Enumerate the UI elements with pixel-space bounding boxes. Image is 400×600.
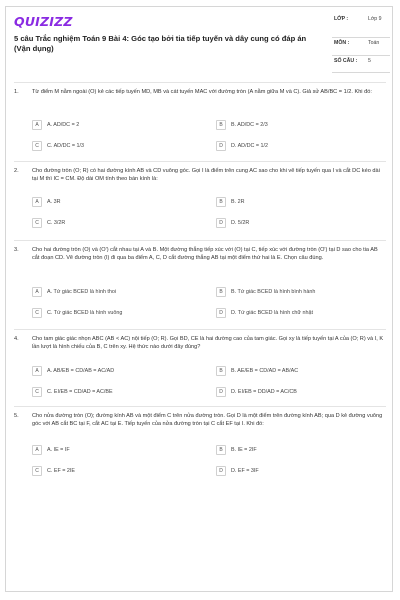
- answer-row: [32, 217, 384, 229]
- option-letter-box: A: [32, 445, 42, 455]
- question-text: Cho tam giác giác nhọn ABC (AB < AC) nội tiếp (O; R). Gọi BD, CE là hai đường cao của tam giác. Gọi xy là tiếp tuyến tại A của (O; R) và I, K lần lượt là hình chiếu của B, C trên xy. Hệ thức nào dưới đây đúng?: [32, 336, 384, 350]
- meta-value: 5: [368, 58, 371, 64]
- question-divider: [14, 406, 386, 407]
- answer-text: C. 3/2R: [47, 220, 66, 226]
- answer-text: C. EI/EB = CD/AD = AC/BE: [47, 389, 113, 395]
- answer-text: B. AD/DC = 2/3: [231, 122, 268, 128]
- answer-option-a[interactable]: [32, 444, 70, 456]
- answer-text: D. 5/2R: [231, 220, 250, 226]
- question-3: [14, 247, 386, 327]
- question-text: Từ điểm M nằm ngoài (O) kẻ các tiếp tuyến MD, MB và cát tuyến MAC với đường tròn (A nằm giữa M và C). Giả sử AB/BC = 1/2. Khi đó:: [32, 89, 372, 95]
- meta-label: MÔN :: [334, 40, 350, 46]
- option-letter-box: B: [216, 287, 226, 297]
- answer-option-c[interactable]: [32, 140, 84, 152]
- answer-text: D. EF = 3IF: [231, 468, 259, 474]
- answer-option-a[interactable]: [32, 286, 116, 298]
- question-number: 2.: [14, 168, 19, 174]
- meta-row-class: [332, 14, 390, 38]
- answer-option-a[interactable]: [32, 196, 60, 208]
- answer-option-b[interactable]: [216, 119, 268, 131]
- answer-text: A. AD/DC = 2: [47, 122, 80, 128]
- option-letter-box: D: [216, 387, 226, 397]
- answer-row: [32, 119, 384, 131]
- answer-row: [32, 365, 384, 377]
- question-divider: [14, 240, 386, 241]
- option-letter-box: B: [216, 197, 226, 207]
- option-letter-box: D: [216, 141, 226, 151]
- answer-option-b[interactable]: [216, 196, 244, 208]
- page-title: 5 câu Trắc nghiệm Toán 9 Bài 4: Góc tạo bởi tia tiếp tuyến và dây cung có đáp án (Vận dụng): [14, 34, 307, 53]
- answer-option-d[interactable]: [216, 140, 268, 152]
- answer-text: D. Tứ giác BCED là hình chữ nhật: [231, 310, 314, 316]
- answer-option-b[interactable]: [216, 444, 257, 456]
- option-letter-box: C: [32, 466, 42, 476]
- option-letter-box: B: [216, 120, 226, 130]
- option-letter-box: B: [216, 445, 226, 455]
- answer-option-c[interactable]: [32, 307, 122, 319]
- meta-row-count: [332, 56, 390, 73]
- meta-label: SỐ CÂU :: [334, 58, 358, 64]
- answer-row: [32, 286, 384, 298]
- option-letter-box: B: [216, 366, 226, 376]
- answer-text: B. 2R: [231, 199, 245, 205]
- answer-text: D. AD/DC = 1/2: [231, 143, 268, 149]
- answer-text: B. IE = 2IF: [231, 447, 257, 453]
- answer-text: A. AB/EB = CD/AB = AC/AD: [47, 368, 115, 374]
- answer-option-c[interactable]: [32, 465, 75, 477]
- answer-option-c[interactable]: [32, 386, 113, 398]
- answer-option-a[interactable]: [32, 365, 114, 377]
- answer-text: A. Tứ giác BCED là hình thoi: [47, 289, 117, 295]
- answer-option-d[interactable]: [216, 217, 249, 229]
- question-number: 1.: [14, 89, 19, 95]
- answer-text: A. IE = IF: [47, 447, 70, 453]
- question-divider: [14, 329, 386, 330]
- option-letter-box: A: [32, 197, 42, 207]
- answer-row: [32, 465, 384, 477]
- answer-text: B. Tứ giác BCED là hình bình hành: [231, 289, 316, 295]
- answer-text: C. EF = 2IE: [47, 468, 76, 474]
- meta-value: Toán: [368, 40, 380, 46]
- option-letter-box: A: [32, 120, 42, 130]
- answer-text: A. 3R: [47, 199, 61, 205]
- meta-label: LỚP :: [334, 16, 349, 22]
- question-1: [14, 89, 386, 159]
- question-2: [14, 168, 386, 238]
- answer-row: [32, 444, 384, 456]
- answer-option-d[interactable]: [216, 307, 313, 319]
- meta-row-subject: [332, 38, 390, 56]
- option-letter-box: A: [32, 366, 42, 376]
- option-letter-box: D: [216, 466, 226, 476]
- option-letter-box: C: [32, 387, 42, 397]
- quizizz-logo: QUIZIZZ: [14, 14, 73, 29]
- answer-option-b[interactable]: [216, 286, 315, 298]
- answer-row: [32, 307, 384, 319]
- answer-row: [32, 386, 384, 398]
- answer-option-d[interactable]: [216, 386, 297, 398]
- option-letter-box: C: [32, 141, 42, 151]
- answer-text: D. EI/EB = DD/AD = AC/CB: [231, 389, 297, 395]
- option-letter-box: A: [32, 287, 42, 297]
- answer-option-c[interactable]: [32, 217, 65, 229]
- question-divider: [14, 161, 386, 162]
- question-number: 3.: [14, 247, 19, 253]
- question-text: Cho đường tròn (O; R) có hai đường kính AB và CD vuông góc. Gọi I là điểm trên cung AC sao cho khi vẽ tiếp tuyến qua I và cắt DC kéo dài tại M thì IC = CM. Độ dài OM tính theo bán kính là:: [32, 168, 380, 182]
- question-5: [14, 413, 386, 485]
- question-text: Cho hai đường tròn (O) và (O') cắt nhau tại A và B. Một đường thẳng tiếp xúc với (O) tại C, tiếp xúc với đường tròn (O') tại D sao cho tia AB cắt đoạn CD. Vẽ đường tròn (I) đi qua ba điểm A, C, D cắt đường thẳng AB tại một điểm thứ hai là E. Chọn câu đúng.: [32, 247, 378, 261]
- meta-value: Lớp 9: [368, 16, 382, 22]
- option-letter-box: C: [32, 308, 42, 318]
- answer-text: C. AD/DC = 1/3: [47, 143, 84, 149]
- question-number: 4.: [14, 336, 19, 342]
- answer-option-d[interactable]: [216, 465, 259, 477]
- answer-row: [32, 196, 384, 208]
- header-divider: [14, 82, 386, 83]
- answer-option-b[interactable]: [216, 365, 298, 377]
- answer-text: C. Tứ giác BCED là hình vuông: [47, 310, 123, 316]
- meta-panel: [332, 14, 390, 73]
- option-letter-box: D: [216, 218, 226, 228]
- answer-row: [32, 140, 384, 152]
- option-letter-box: C: [32, 218, 42, 228]
- answer-text: B. AE/EB = CD/AD = AB/AC: [231, 368, 299, 374]
- option-letter-box: D: [216, 308, 226, 318]
- question-text: Cho nửa đường tròn (O); đường kính AB và một điểm C trên nửa đường tròn. Gọi D là một điểm trên đường kính AB; qua D kẻ đường vuông góc với AB cắt BC tại F, cắt AC tại E. Tiếp tuyến của nửa đường tròn tại C cắt EF tại I. Khi đó:: [32, 413, 383, 427]
- question-number: 5.: [14, 413, 19, 419]
- question-4: [14, 336, 386, 408]
- answer-option-a[interactable]: [32, 119, 79, 131]
